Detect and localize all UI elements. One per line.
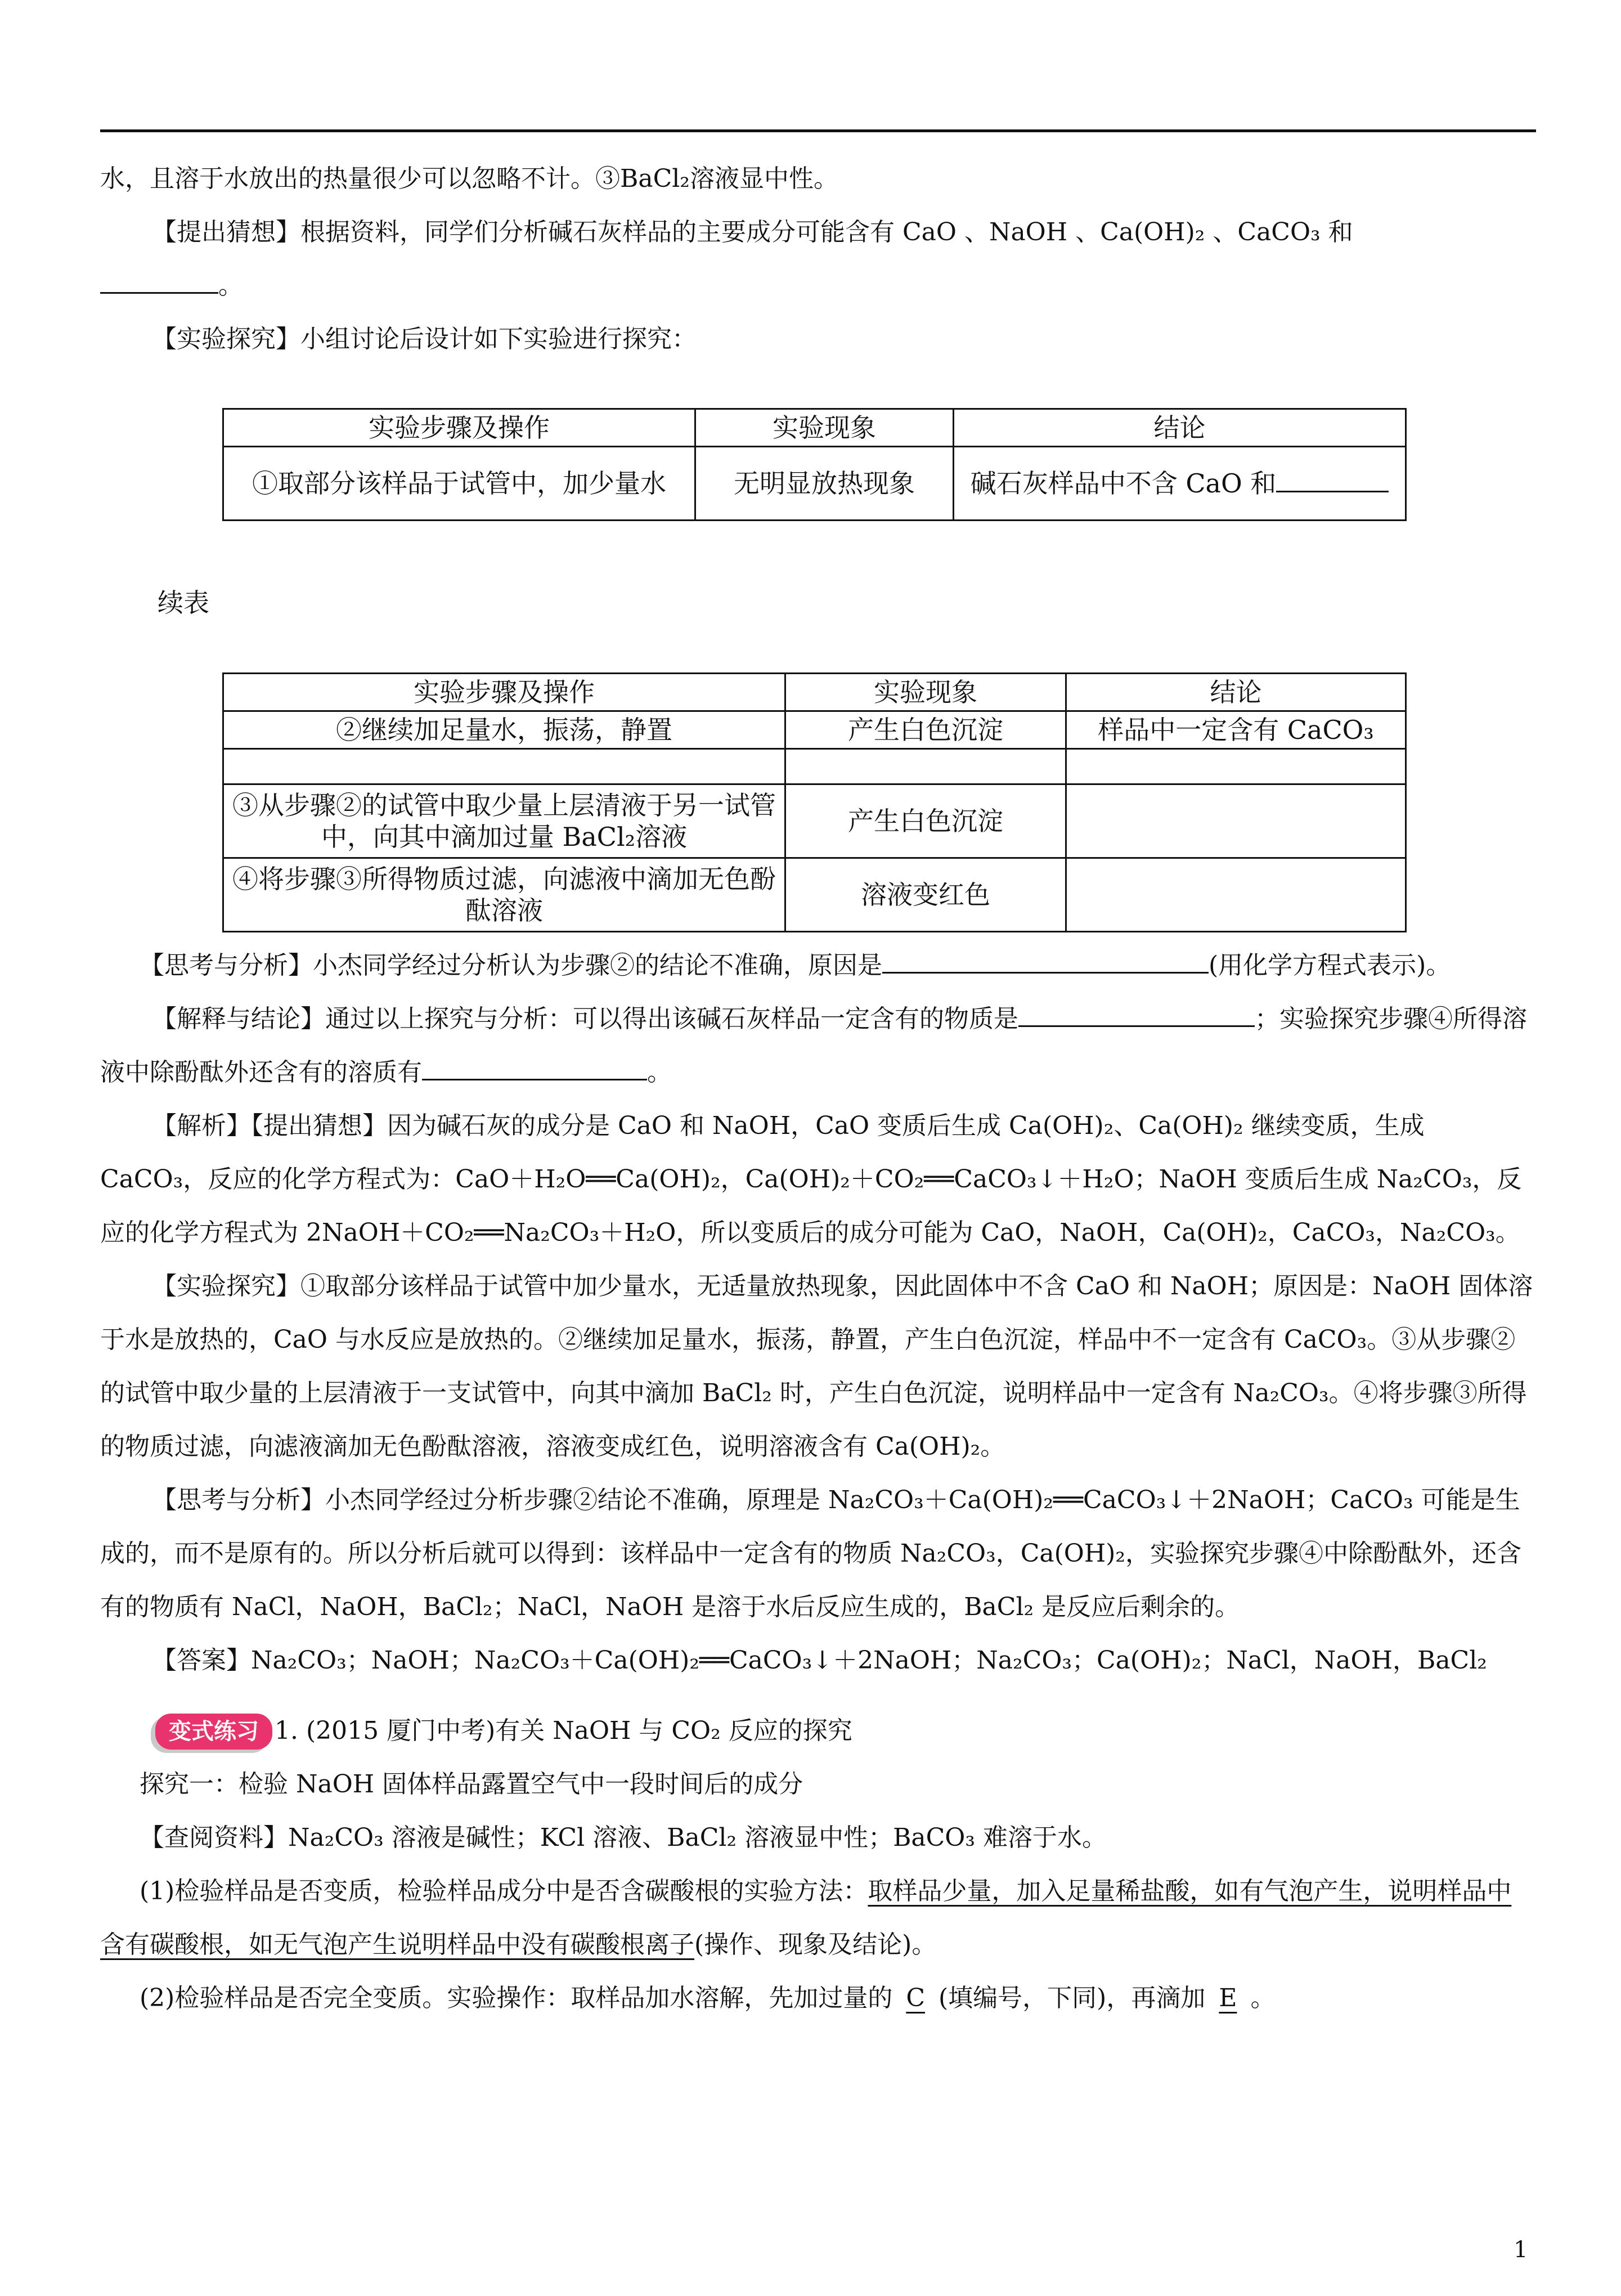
answer-blank[interactable]: [422, 1056, 647, 1080]
table-cell: 产生白色沉淀: [785, 711, 1066, 749]
text: 。: [647, 1058, 672, 1087]
conclusion-paragraph: [100, 992, 1536, 1099]
table-header: 结论: [1066, 674, 1406, 711]
table-cell: ④将步骤③所得物质过滤，向滤液中滴加无色酚酞溶液: [223, 858, 785, 932]
text: 。: [218, 271, 243, 300]
lookup-paragraph: 【查阅资料】Na₂CO₃ 溶液是碱性；KCl 溶液、BaCl₂ 溶液显中性；BaCO₃ 难溶于水。: [140, 1823, 1107, 1852]
table-header: 实验步骤及操作: [223, 674, 785, 711]
table-header: 实验步骤及操作: [223, 409, 695, 447]
hypothesis-blank-line: [100, 259, 1536, 312]
paragraph: 水，且溶于水放出的热量很少可以忽略不计。③BaCl₂溶液显中性。: [100, 164, 838, 193]
text: (1)检验样品是否变质，检验样品成分中是否含碳酸根的实验方法：: [140, 1877, 868, 1905]
answer-text: 取样品少量，加入足量稀盐酸，如有气泡产生，说明样品中含有碳酸根，如无气泡产生说明样品中没有碳酸根离子: [100, 1877, 1512, 1959]
table-header: 实验现象: [785, 674, 1066, 711]
table-row: [223, 784, 1406, 858]
table-header: 结论: [954, 409, 1406, 447]
question-1-1: [100, 1864, 1536, 1971]
analysis-section: [100, 939, 1536, 2025]
think-paragraph: [100, 939, 1536, 992]
table-cell: [1066, 784, 1406, 858]
table-cell: ②继续加足量水，振荡，静置: [223, 711, 785, 749]
table-header-row: [223, 409, 1406, 447]
table-cell: 无明显放热现象: [695, 447, 954, 521]
table-cell: [785, 749, 1066, 784]
analysis-paragraph: 【思考与分析】小杰同学经过分析步骤②结论不准确，原理是 Na₂CO₃＋Ca(OH)₂══CaCO₃↓＋2NaOH；CaCO₃ 可能是生成的，而不是原有的。所以分析后就可以得到：该样品中一定含有的物质 Na₂CO₃，Ca(OH)₂，实验探究步骤④中除酚酞外，还含有的物质有 NaCl，NaOH，BaCl₂；NaCl，NaOH 是溶于水后反应生成的，BaCl₂ 是反应后剩余的。: [100, 1486, 1522, 1621]
answer-text: E: [1219, 1984, 1237, 2012]
question-1-2: [100, 1971, 1536, 2025]
exercise-badge: 变式练习: [155, 1714, 272, 1750]
header-rule: [100, 129, 1536, 132]
table-cell: ①取部分该样品于试管中，加少量水: [223, 447, 695, 521]
text: (填编号，下同)，再滴加: [939, 1984, 1206, 2012]
answer-blank[interactable]: [882, 949, 1209, 974]
text: 【思考与分析】小杰同学经过分析认为步骤②的结论不准确，原因是: [140, 951, 882, 980]
table-cell: 样品中一定含有 CaCO₃: [1066, 711, 1406, 749]
explore-paragraph: 探究一：检验 NaOH 固体样品露置空气中一段时间后的成分: [140, 1770, 803, 1799]
text: (操作、现象及结论)。: [694, 1930, 937, 1959]
hypothesis-paragraph: [100, 205, 1536, 259]
text: ；实验探究步骤④所得溶液中除酚酞外还含有的溶质有: [100, 1004, 1527, 1087]
experiment-table-2: [222, 672, 1407, 932]
table-cell: [223, 749, 785, 784]
answer-blank[interactable]: [100, 270, 218, 294]
answer-text: C: [906, 1984, 925, 2012]
table-row: [223, 858, 1406, 932]
cell-text: 碱石灰样品中不含 CaO 和: [970, 468, 1277, 499]
table-row: [223, 447, 1406, 521]
table-header-row: [223, 674, 1406, 711]
analysis-paragraph: 【实验探究】①取部分该样品于试管中加少量水，无适量放热现象，因此固体中不含 CaO 和 NaOH；原因是：NaOH 固体溶于水是放热的，CaO 与水反应是放热的。②继续加足量水，振荡，静置，产生白色沉淀，样品中不一定含有 CaCO₃。③从步骤②的试管中取少量的上层清液于一支试管中，向其中滴加 BaCl₂ 时，产生白色沉淀，说明样品中一定含有 Na₂CO₃。④将步骤③所得的物质过滤，向滤液滴加无色酚酞溶液，溶液变成红色，说明溶液含有 Ca(OH)₂。: [100, 1272, 1533, 1461]
page-body: [100, 152, 1536, 366]
table-row: [223, 749, 1406, 784]
table-header: 实验现象: [695, 409, 954, 447]
table-cell: ③从步骤②的试管中取少量上层清液于另一试管中，向其中滴加过量 BaCl₂溶液: [223, 784, 785, 858]
table-cell: [1066, 749, 1406, 784]
table-cell: 溶液变红色: [785, 858, 1066, 932]
analysis-paragraph: 【解析】【提出猜想】因为碱石灰的成分是 CaO 和 NaOH，CaO 变质后生成 Ca(OH)₂、Ca(OH)₂ 继续变质，生成 CaCO₃，反应的化学方程式为：CaO＋H₂O══Ca(OH)₂，Ca(OH)₂＋CO₂══CaCO₃↓＋H₂O；NaOH 变质后生成 Na₂CO₃，反应的化学方程式为 2NaOH＋CO₂══Na₂CO₃＋H₂O，所以变质后的成分可能为 CaO，NaOH，Ca(OH)₂，CaCO₃，Na₂CO₃。: [100, 1111, 1522, 1247]
page-number: 1: [1514, 2237, 1528, 2263]
continued-label: 续表: [158, 588, 209, 618]
answer-paragraph: 【答案】Na₂CO₃；NaOH；Na₂CO₃＋Ca(OH)₂══CaCO₃↓＋2NaOH；Na₂CO₃；Ca(OH)₂；NaCl，NaOH，BaCl₂: [152, 1646, 1487, 1675]
text: (用化学方程式表示)。: [1209, 951, 1451, 980]
text: 。: [1250, 1984, 1276, 2012]
experiment-intro: 【实验探究】小组讨论后设计如下实验进行探究：: [152, 325, 697, 353]
answer-blank[interactable]: [1276, 474, 1389, 492]
exercise-title: [100, 1704, 1536, 1757]
text: 【解释与结论】通过以上探究与分析：可以得出该碱石灰样品一定含有的物质是: [152, 1004, 1018, 1033]
text: 【提出猜想】根据资料，同学们分析碱石灰样品的主要成分可能含有 CaO 、NaOH 、Ca(OH)₂ 、CaCO₃ 和: [152, 218, 1353, 246]
table-cell: [1066, 858, 1406, 932]
text: 1. (2015 厦门中考)有关 NaOH 与 CO₂ 反应的探究: [275, 1716, 852, 1745]
table-row: [223, 711, 1406, 749]
text: (2)检验样品是否完全变质。实验操作：取样品加水溶解，先加过量的: [140, 1984, 893, 2012]
table-cell: 产生白色沉淀: [785, 784, 1066, 858]
table-cell: [954, 447, 1406, 521]
answer-blank[interactable]: [1018, 1003, 1255, 1027]
experiment-table-1: [222, 408, 1407, 521]
